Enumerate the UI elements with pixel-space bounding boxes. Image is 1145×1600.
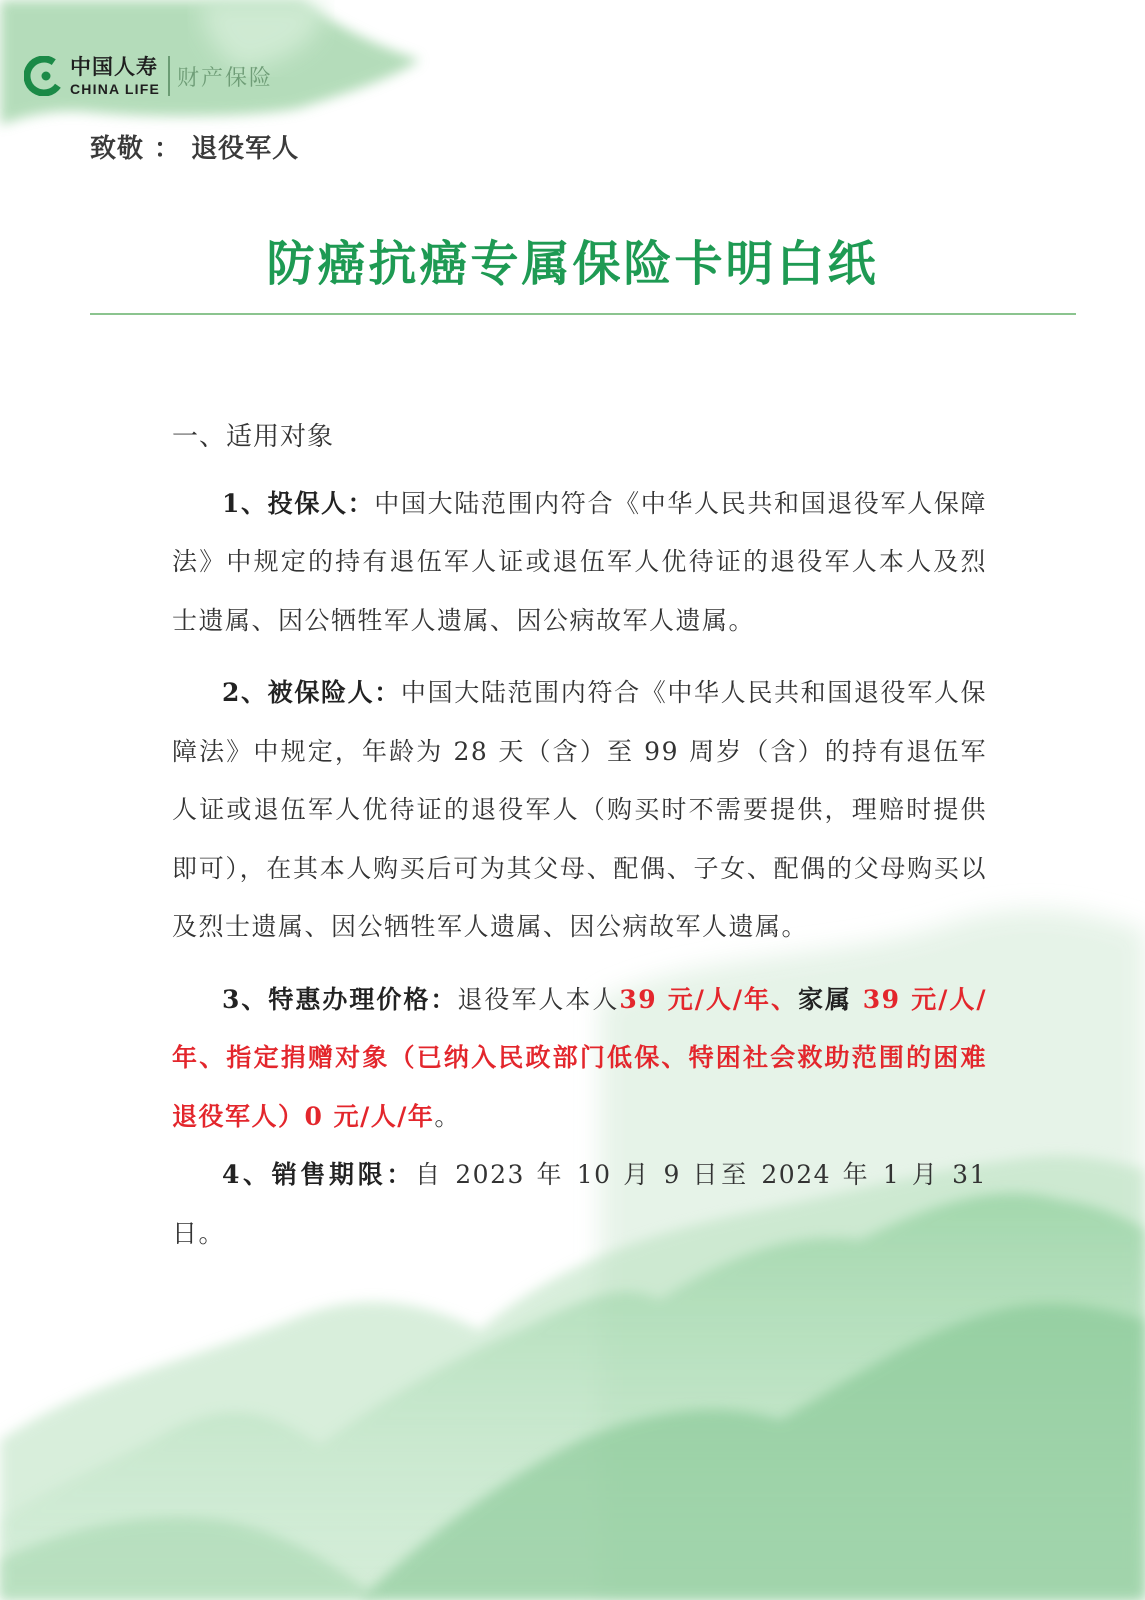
item-price <box>172 971 987 1147</box>
price-self: 39 元/人/年、 <box>619 984 799 1014</box>
item-text: 自 2023 年 10 月 9 日至 2024 年 1 月 31 日。 <box>172 1160 987 1248</box>
item-text: 退役军人本人 <box>457 984 620 1014</box>
brand-name-en: CHINA LIFE <box>70 80 161 97</box>
brand-name-cn: 中国人寿 <box>70 54 158 79</box>
page-title: 防癌抗癌专属保险卡明白纸 <box>266 236 879 292</box>
item-text: 中国大陆范围内符合《中华人民共和国退役军人保障法》中规定的持有退伍军人证或退伍军人优待证的退役军人本人及烈士遗属、因公牺牲军人遗属、因公病故军人遗属。 <box>172 488 987 635</box>
item-end: 。 <box>434 1101 461 1131</box>
logo-text <box>70 54 161 97</box>
section-heading: 一、适用对象 <box>172 422 335 452</box>
item-text: 中国大陆范围内符合《中华人民共和国退役军人保障法》中规定，年龄为 28 天（含）至 99 周岁（含）的持有退伍军人证或退伍军人优待证的退役军人（购买时不需要提供，理赔时提供即可），在其本人购买后可为其父母、配偶、子女、配偶的父母购买以及烈士遗属、因公牺牲军人遗属、因公病故军人遗属。 <box>172 678 987 941</box>
title-divider <box>90 313 1076 315</box>
item-insured <box>172 664 987 957</box>
price-family-and-donation: 39 元/人/年、指定捐赠对象（已纳入民政部门低保、特困社会救助范围的困难退役军人）0 元/人/年 <box>172 984 987 1131</box>
item-applicant <box>172 475 987 651</box>
item-label: 3、特惠办理价格： <box>222 984 458 1014</box>
logo-divider <box>168 56 170 96</box>
company-logo <box>24 50 273 102</box>
item-sale-period <box>172 1146 987 1263</box>
item-label: 2、被保险人： <box>222 678 401 707</box>
china-life-logo-icon <box>24 56 64 96</box>
item-text-family: 家属 <box>798 984 853 1014</box>
document-body <box>172 408 987 1263</box>
item-label: 4、销售期限： <box>222 1160 416 1189</box>
item-label: 1、投保人： <box>222 488 375 518</box>
salute-line: 致敬 ： 退役军人 <box>90 134 300 164</box>
division-name: 财产保险 <box>177 65 274 91</box>
